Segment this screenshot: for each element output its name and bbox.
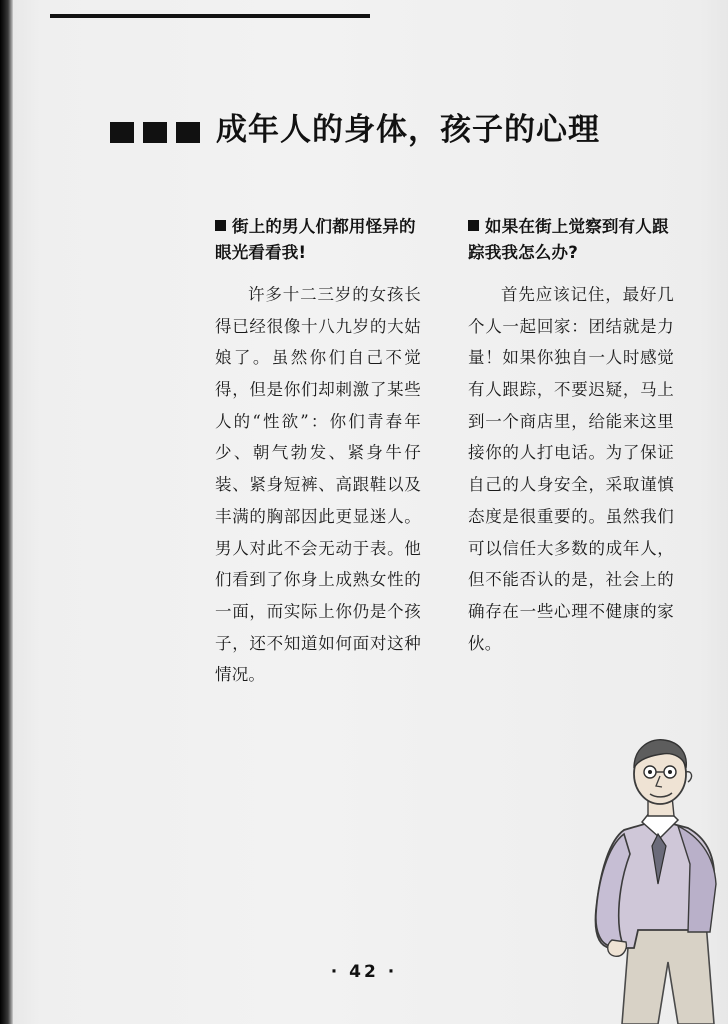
square-bullet-icon <box>468 220 479 231</box>
question-heading-1 <box>215 214 421 265</box>
header-rule <box>50 14 370 18</box>
page-title: 成年人的身体，孩子的心理 <box>216 112 600 148</box>
page-number: · 42 · <box>330 962 398 982</box>
title-block <box>0 104 728 164</box>
answer-body-1: 许多十二三岁的女孩长得已经很像十八九岁的大姑娘了。虽然你们自己不觉得，但是你们却刺激了某些人的“性欲”：你们青春年少、朝气勃发、紧身牛仔装、紧身短裤、高跟鞋以及丰满的胸部因此更显迷人。男人对此不会无动于表。他们看到了你身上成熟女性的一面，而实际上你仍是个孩子，还不知道如何面对这种情况。 <box>215 285 421 685</box>
column-right <box>468 214 674 659</box>
question-heading-2 <box>468 214 674 265</box>
answer-body-2: 首先应该记住，最好几个人一起回家：团结就是力量！如果你独自一人时感觉有人跟踪，不要迟疑，马上到一个商店里，给能来这里接你的人打电话。为了保证自己的人身安全，采取谨慎态度是很重要的。虽然我们可以信任大多数的成年人，但不能否认的是，社会上的确存在一些心理不健康的家伙。 <box>468 285 674 653</box>
square-bullet-icon <box>215 220 226 231</box>
question-heading-1-text: 街上的男人们都用怪异的眼光看看我! <box>215 217 416 262</box>
column-left <box>215 214 421 691</box>
question-heading-2-text: 如果在街上觉察到有人跟踪我我怎么办? <box>468 217 669 262</box>
title-squares-icon <box>110 122 200 143</box>
